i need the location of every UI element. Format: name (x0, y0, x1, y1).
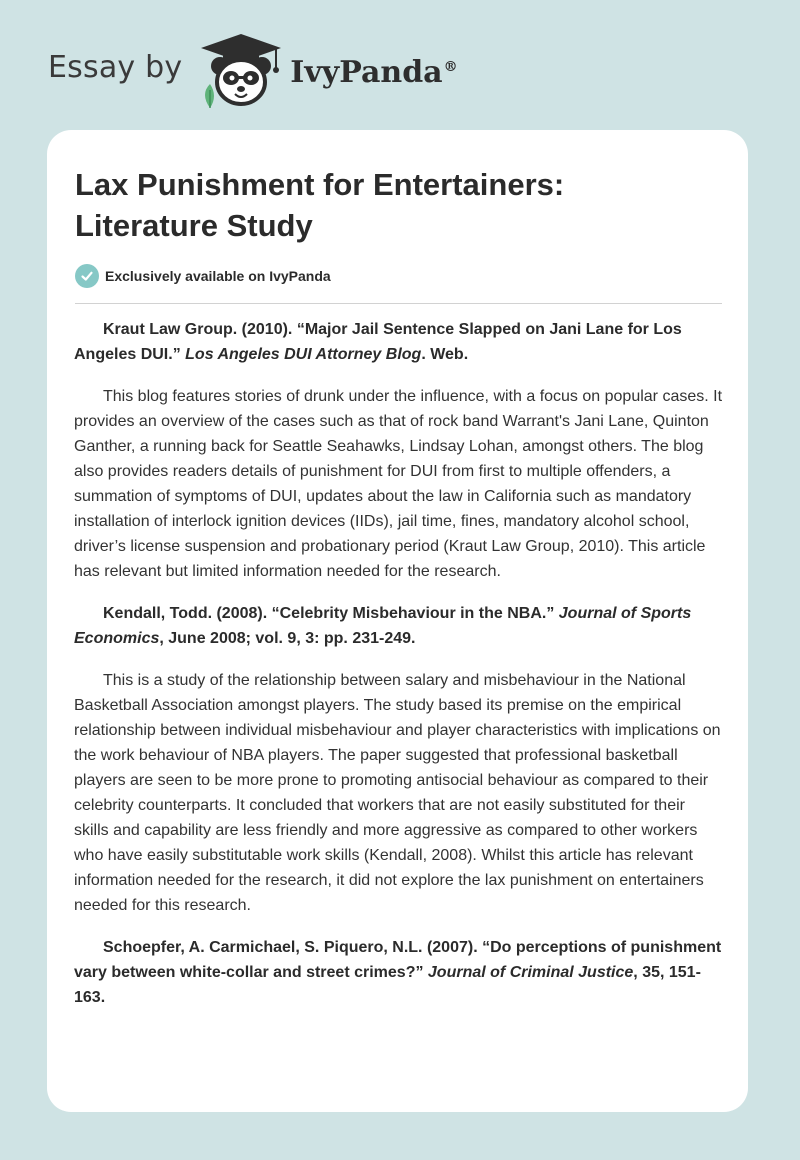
exclusive-badge-label: Exclusively available on IvyPanda (105, 268, 331, 284)
reference-summary: This blog features stories of drunk under the influence, with a focus on popular cases. It provides an overview of the cases such as that of rock band Warrant's Jani Lane, Quinton Ganther, a running back for Seattle Seahawks, Lindsay Lohan, amongst others. The blog also provides readers details of punishment for DUI from first to multiple offenders, a summation of symptoms of DUI, updates about the law in California such as mandatory installation of interlock ignition devices (IIDs), jail time, fines, mandatory alcohol school, driver’s license suspension and probationary period (Kraut Law Group, 2010). This article has relevant but limited information needed for the research. (74, 388, 723, 580)
title-divider (75, 303, 722, 304)
essay-body (74, 317, 722, 1027)
reference-citation: Kraut Law Group. (2010). “Major Jail Sentence Slapped on Jani Lane for Los Angeles DUI.” Los Angeles DUI Attorney Blog. Web. (74, 321, 682, 363)
page-title: Lax Punishment for Entertainers: Literature Study (75, 167, 565, 243)
essay-card (47, 130, 748, 1112)
essay-by-label: Essay by (48, 49, 183, 85)
reference-summary: This is a study of the relationship between salary and misbehaviour in the National Basketball Association amongst players. The study based its premise on the empirical relationship between individual misbehaviour and player characteristics with implications on the work behaviour of NBA players. The paper suggested that professional basketball players are seen to be more prone to promoting antisocial behaviour as compared to their celebrity counterparts. It concluded that workers that are not easily substituted for their skills and capability are less friendly and more aggressive as compared to other workers who have easily substitutable work skills (Kendall, 2008). Whilst this article has relevant information needed for the research, it did not explore the lax punishment on entertainers needed for this research. (74, 672, 721, 914)
reference-citation: Kendall, Todd. (2008). “Celebrity Misbehaviour in the NBA.” Journal of Sports Economics, June 2008; vol. 9, 3: pp. 231-249. (74, 605, 692, 647)
panda-graduate-icon (196, 30, 286, 110)
exclusive-badge (75, 264, 331, 288)
reference-citation: Schoepfer, A. Carmichael, S. Piquero, N.L. (2007). “Do perceptions of punishment vary between white-collar and street crimes?” Journal of Criminal Justice, 35, 151-163. (74, 939, 722, 1006)
brand-header (48, 30, 458, 110)
ivypanda-wordmark: IvyPanda® (290, 54, 458, 90)
check-icon (75, 264, 99, 288)
